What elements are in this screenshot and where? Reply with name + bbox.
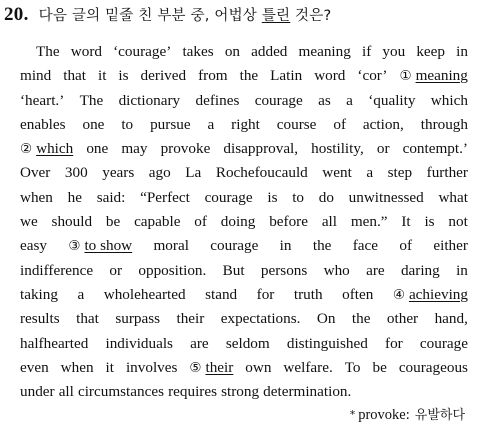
- word: he: [67, 188, 82, 206]
- word: defines: [195, 91, 240, 109]
- word: further: [426, 164, 468, 182]
- word: La: [185, 164, 202, 182]
- passage-line: [20, 234, 468, 258]
- choice-marker: ②: [20, 141, 33, 158]
- word: of: [399, 237, 413, 255]
- word: are: [366, 261, 385, 279]
- word: often: [342, 285, 374, 303]
- word: Rochefoucauld: [215, 164, 308, 182]
- word: are: [190, 334, 209, 352]
- word: a: [366, 164, 374, 182]
- word: or: [376, 140, 390, 158]
- word: the: [239, 67, 259, 85]
- word: courage: [204, 188, 253, 206]
- word: courage: [254, 91, 303, 109]
- word: provoke: [160, 140, 211, 158]
- underlined-choice: [393, 283, 468, 307]
- word: But: [222, 261, 245, 279]
- passage-line: [20, 113, 468, 137]
- word: the: [351, 310, 371, 328]
- passage: [20, 40, 468, 404]
- word: mind: [20, 67, 52, 85]
- word: one: [86, 140, 109, 158]
- word: other: [386, 310, 419, 328]
- word: right: [231, 115, 260, 133]
- word: said:: [96, 188, 126, 206]
- word: is: [424, 213, 435, 231]
- word: which: [430, 91, 468, 109]
- word: for: [256, 285, 275, 303]
- choice-text: meaning: [415, 67, 468, 85]
- word: their: [176, 310, 205, 328]
- word: Over: [20, 164, 51, 182]
- word: requires: [168, 383, 218, 401]
- word: disapproval,: [223, 140, 299, 158]
- word: should: [51, 213, 93, 231]
- footnote-star: *: [349, 408, 356, 421]
- word: The: [36, 43, 60, 60]
- passage-line: [20, 64, 468, 88]
- underlined-choice: [399, 64, 467, 88]
- question-number: 20.: [4, 4, 29, 25]
- word: when: [60, 358, 94, 376]
- word: On: [316, 310, 336, 328]
- passage-line: [20, 259, 468, 283]
- word: courage: [419, 334, 468, 352]
- word: you: [382, 43, 406, 60]
- word: halfhearted: [20, 334, 89, 352]
- word: of: [333, 115, 346, 133]
- word: distinguished: [286, 334, 368, 352]
- word: is: [118, 67, 129, 85]
- word: added: [251, 43, 288, 60]
- question-prompt-after: 것은?: [290, 8, 332, 24]
- word: years: [102, 164, 135, 182]
- word: taking: [20, 285, 58, 303]
- word: it: [97, 67, 107, 85]
- underlined-choice: [20, 137, 73, 161]
- word: daring: [400, 261, 440, 279]
- word: welfare.: [283, 358, 333, 376]
- word: word: [70, 43, 102, 60]
- word: to: [292, 188, 305, 206]
- word: on: [224, 43, 240, 60]
- word: that: [63, 67, 86, 85]
- passage-line: [20, 186, 468, 210]
- word: truth: [293, 285, 323, 303]
- word: all: [321, 213, 337, 231]
- word: individuals: [105, 334, 173, 352]
- word: expectations.: [220, 310, 301, 328]
- word: went: [322, 164, 352, 182]
- word: seldom: [225, 334, 270, 352]
- word: face: [352, 237, 379, 255]
- word: surpass: [115, 310, 161, 328]
- passage-line: [20, 356, 468, 380]
- word: results: [20, 310, 60, 328]
- word: is: [267, 188, 278, 206]
- passage-line: [20, 89, 468, 113]
- question-prompt-underlined: 틀린: [261, 8, 291, 24]
- choice-marker: ④: [392, 286, 405, 303]
- word: word: [314, 67, 346, 85]
- word: what: [438, 188, 468, 206]
- word: It: [401, 213, 411, 231]
- word: 300: [64, 164, 88, 182]
- word: be: [372, 358, 387, 376]
- word: who: [323, 261, 350, 279]
- word: courage: [210, 237, 259, 255]
- passage-line: [20, 283, 468, 307]
- choice-text: which: [36, 140, 74, 158]
- word: be: [105, 213, 121, 231]
- word: or: [109, 261, 123, 279]
- word: in: [456, 261, 468, 279]
- word: persons: [260, 261, 308, 279]
- word: meaning: [298, 43, 351, 60]
- word: from: [198, 67, 228, 85]
- underlined-choice: [68, 234, 132, 258]
- word: involves: [125, 358, 178, 376]
- word: for: [385, 334, 403, 352]
- word: takes: [182, 43, 214, 60]
- word: To: [344, 358, 361, 376]
- underlined-choice: [189, 356, 233, 380]
- word: keep: [416, 43, 445, 60]
- word: it: [105, 358, 114, 376]
- word: all: [58, 383, 74, 401]
- word: enables: [20, 115, 66, 133]
- word: capable: [134, 213, 181, 231]
- word: if: [361, 43, 372, 60]
- word: strong: [221, 383, 260, 401]
- word: wholehearted: [103, 285, 186, 303]
- question-prompt: [39, 4, 332, 25]
- word: derived: [140, 67, 187, 85]
- word: own: [245, 358, 272, 376]
- passage-line: [20, 137, 468, 161]
- word: Latin: [270, 67, 303, 85]
- word: determination.: [263, 383, 352, 401]
- word: stand: [205, 285, 238, 303]
- word: in: [456, 43, 468, 60]
- word: of: [194, 213, 207, 231]
- word: not: [448, 213, 468, 231]
- word: doing: [220, 213, 256, 231]
- word: unwitnessed: [348, 188, 424, 206]
- choice-marker: ⑤: [189, 359, 202, 376]
- passage-line: [20, 307, 468, 331]
- word: easy: [20, 237, 47, 255]
- question-header: [4, 4, 476, 30]
- choice-marker: ③: [68, 238, 81, 255]
- word: ‘quality: [368, 91, 416, 109]
- word: pursue: [150, 115, 191, 133]
- word: that: [76, 310, 99, 328]
- word: even: [20, 358, 49, 376]
- word: when: [20, 188, 53, 206]
- word: circumstances: [77, 383, 164, 401]
- word: one: [82, 115, 105, 133]
- word: action,: [362, 115, 404, 133]
- word: men.”: [350, 213, 388, 231]
- word: as: [318, 91, 331, 109]
- choice-text: to show: [84, 237, 133, 255]
- passage-line: [20, 40, 468, 64]
- word: ago: [148, 164, 171, 182]
- word: courageous: [398, 358, 468, 376]
- passage-line: [20, 210, 468, 234]
- choice-marker: ①: [399, 68, 412, 85]
- word: a: [346, 91, 353, 109]
- word: through: [420, 115, 468, 133]
- passage-line: [20, 332, 468, 356]
- word: ‘courage’: [113, 43, 172, 60]
- word: a: [77, 285, 85, 303]
- choice-text: their: [205, 358, 234, 376]
- footnote-term: provoke:: [358, 407, 410, 423]
- word: hand,: [434, 310, 468, 328]
- word: course: [276, 115, 317, 133]
- word: step: [387, 164, 413, 182]
- word: we: [20, 213, 38, 231]
- word: indifference: [20, 261, 94, 279]
- footnote-gloss: 유발하다: [414, 408, 465, 423]
- word: The: [79, 91, 104, 109]
- word: either: [433, 237, 468, 255]
- word: to: [121, 115, 134, 133]
- word: moral: [153, 237, 189, 255]
- word: ‘heart.’: [20, 91, 65, 109]
- word: ‘cor’: [357, 67, 388, 85]
- word: may: [121, 140, 148, 158]
- choice-text: achieving: [408, 285, 468, 303]
- footnote: [350, 404, 465, 424]
- word: hostility,: [311, 140, 364, 158]
- word: contempt.’: [402, 140, 468, 158]
- passage-line: [20, 380, 468, 404]
- word: before: [269, 213, 308, 231]
- question: [4, 4, 476, 30]
- word: under: [20, 383, 55, 401]
- word: “Perfect: [140, 188, 190, 206]
- question-prompt-before: 다음 글의 밑줄 친 부분 중, 어법상: [38, 8, 262, 24]
- word: in: [279, 237, 292, 255]
- word: opposition.: [138, 261, 207, 279]
- word: dictionary: [118, 91, 181, 109]
- word: a: [207, 115, 215, 133]
- word: the: [312, 237, 332, 255]
- word: do: [318, 188, 334, 206]
- passage-line: [20, 161, 468, 185]
